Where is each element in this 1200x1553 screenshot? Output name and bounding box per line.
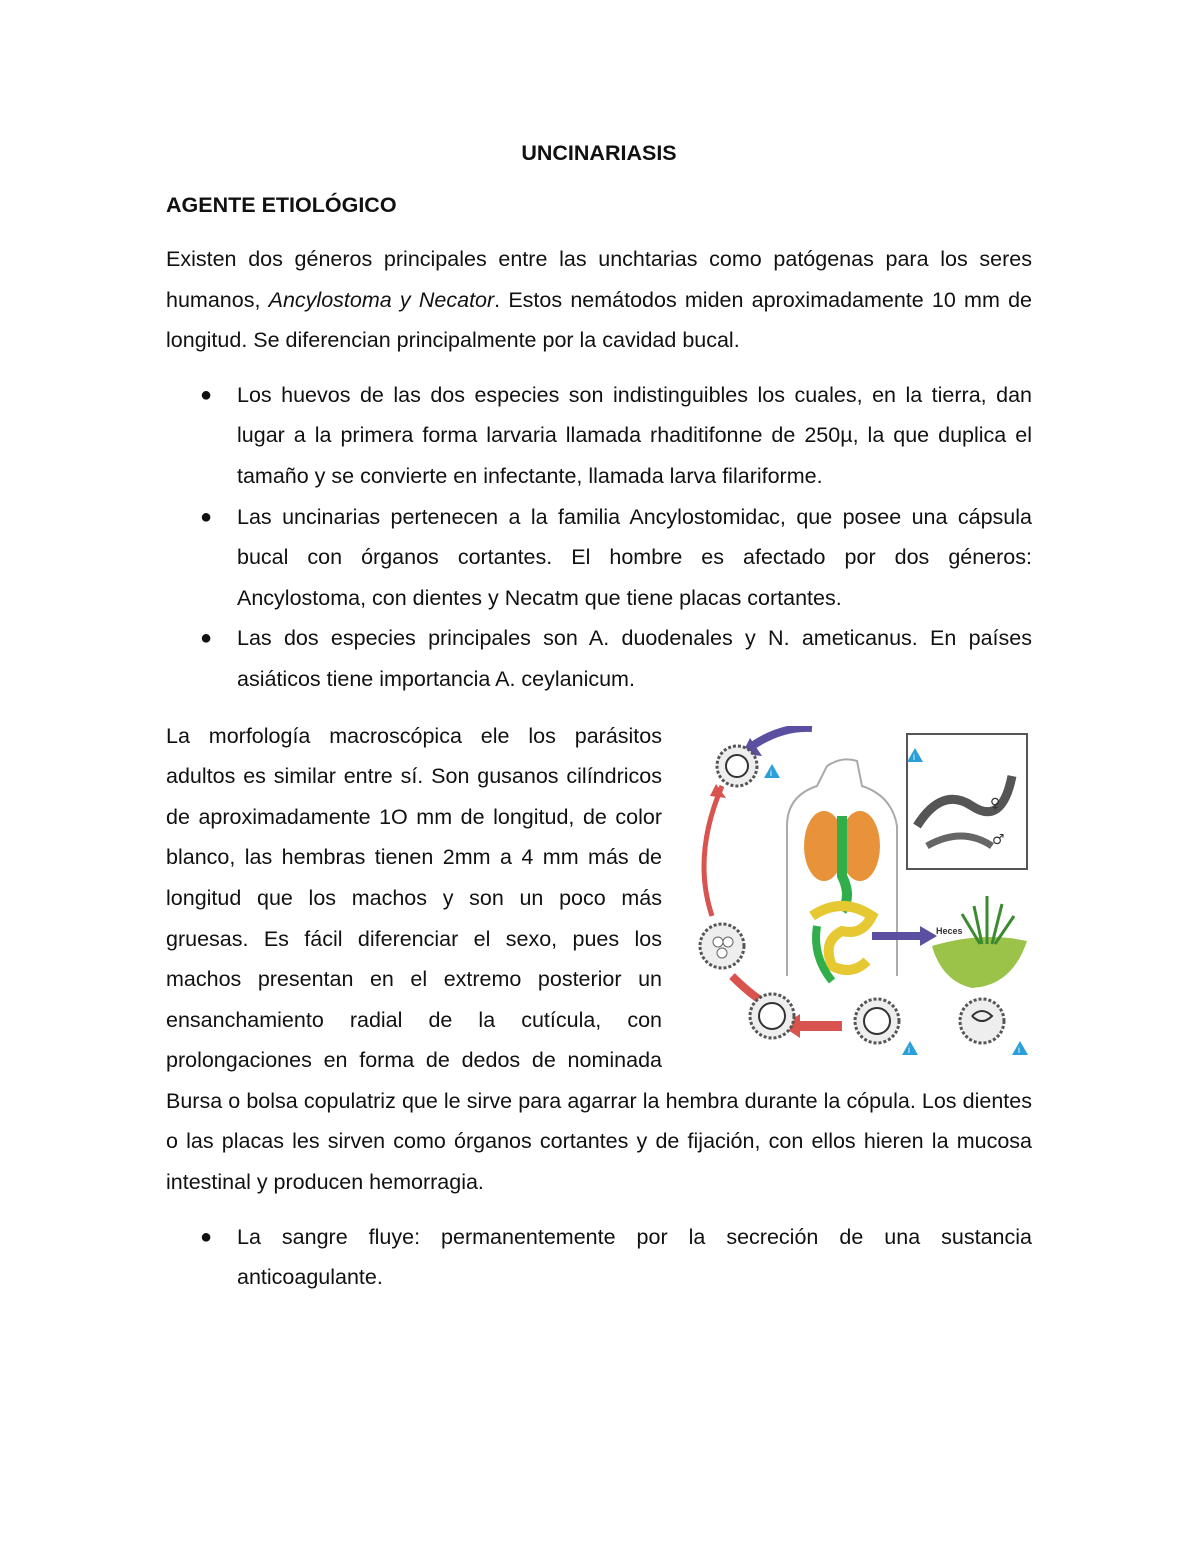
genus-necator: Necator [418, 287, 495, 312]
genus-ancylostoma: Ancylostoma [268, 287, 392, 312]
svg-text:i: i [1018, 1044, 1020, 1055]
egg-stage-4 [855, 999, 899, 1043]
stage-marker [902, 1041, 918, 1055]
list-item: ● Los huevos de las dos especies son indistinguibles los cuales, en la tierra, dan lugar a la primera forma larvaria llamada rhaditifonne de 250µ, la que duplica el tamaño y se convierte en infectante, llamada larva filariforme. [166, 375, 1032, 497]
morphology-paragraph: La morfología macroscópica ele los parásitos adultos es similar entre sí. Son gusanos cilíndricos de aproximadamente 1O mm de longitud, de color blanco, las hembras tienen 2mm a 4 mm más de longitud que los machos y son un poco más gruesas. Es fácil diferenciar el sexo, pues los machos presentan en el extremo posterior un ensanchamiento radial de la cutícula, con prolongaciones en forma de dedos de nominada Bursa o bolsa copulatriz que le sirve para agarrar la hembra durante la cópula. Los dientes o las placas les sirven como órganos cortantes y de fijación, con ellos hieren la mucosa intestinal y producen hemorragia. [166, 723, 1032, 1195]
grass [962, 896, 1014, 944]
life-cycle-diagram [692, 726, 1032, 1056]
life-cycle-figure [692, 726, 1032, 1056]
soil [932, 937, 1027, 988]
arrow-purple-top [752, 727, 812, 745]
egg-stage-2 [700, 924, 744, 968]
esophagus [842, 816, 847, 911]
list-item: ● Las uncinarias pertenecen a la familia Ancylostomidac, que posee una cápsula bucal con órganos cortantes. El hombre es afectado por dos géneros: Ancylostoma, con dientes y Necatm que tiene placas cortantes. [166, 497, 1032, 619]
bullet-icon: ● [200, 383, 213, 406]
document-body [166, 135, 1032, 1298]
bullet-icon: ● [200, 505, 213, 528]
svg-text:i: i [913, 751, 915, 762]
bullet-list-1 [166, 375, 1032, 700]
stage-marker [764, 764, 780, 778]
section-heading: AGENTE ETIOLÓGICO [166, 193, 397, 217]
svg-text:i: i [770, 767, 772, 778]
egg-stage-1 [717, 746, 757, 786]
svg-text:i: i [908, 1044, 910, 1055]
bullet-icon: ● [200, 1225, 213, 1248]
arrow-head-red [710, 784, 726, 798]
male-symbol: ♂ [992, 831, 1005, 848]
stage-marker [1012, 1041, 1028, 1055]
arrow-red-left [704, 786, 722, 916]
egg-stage-3 [750, 994, 794, 1038]
bullet-icon: ● [200, 627, 213, 650]
feces-label: Heces [936, 925, 963, 936]
page-title: UNCINARIASIS [521, 141, 677, 165]
list-item: ● Las dos especies principales son A. duodenales y N. ameticanus. En países asiáticos tiene importancia A. ceylanicum. [166, 618, 1032, 699]
list-item: ● La sangre fluye: permanentemente por la secreción de una sustancia anticoagulante. [166, 1217, 1032, 1298]
arrow-head-purple-right [920, 926, 937, 946]
egg-stage-5 [960, 999, 1004, 1043]
bullet-list-2 [166, 1217, 1032, 1298]
intro-paragraph: Existen dos géneros principales entre las unchtarias como patógenas para los seres humanos, Ancylostoma y Necator. Estos nemátodos miden aproximadamente 10 mm de longitud. Se diferencian principalmente por la cavidad bucal. [166, 247, 1032, 353]
female-symbol: ♀ [990, 795, 1001, 812]
